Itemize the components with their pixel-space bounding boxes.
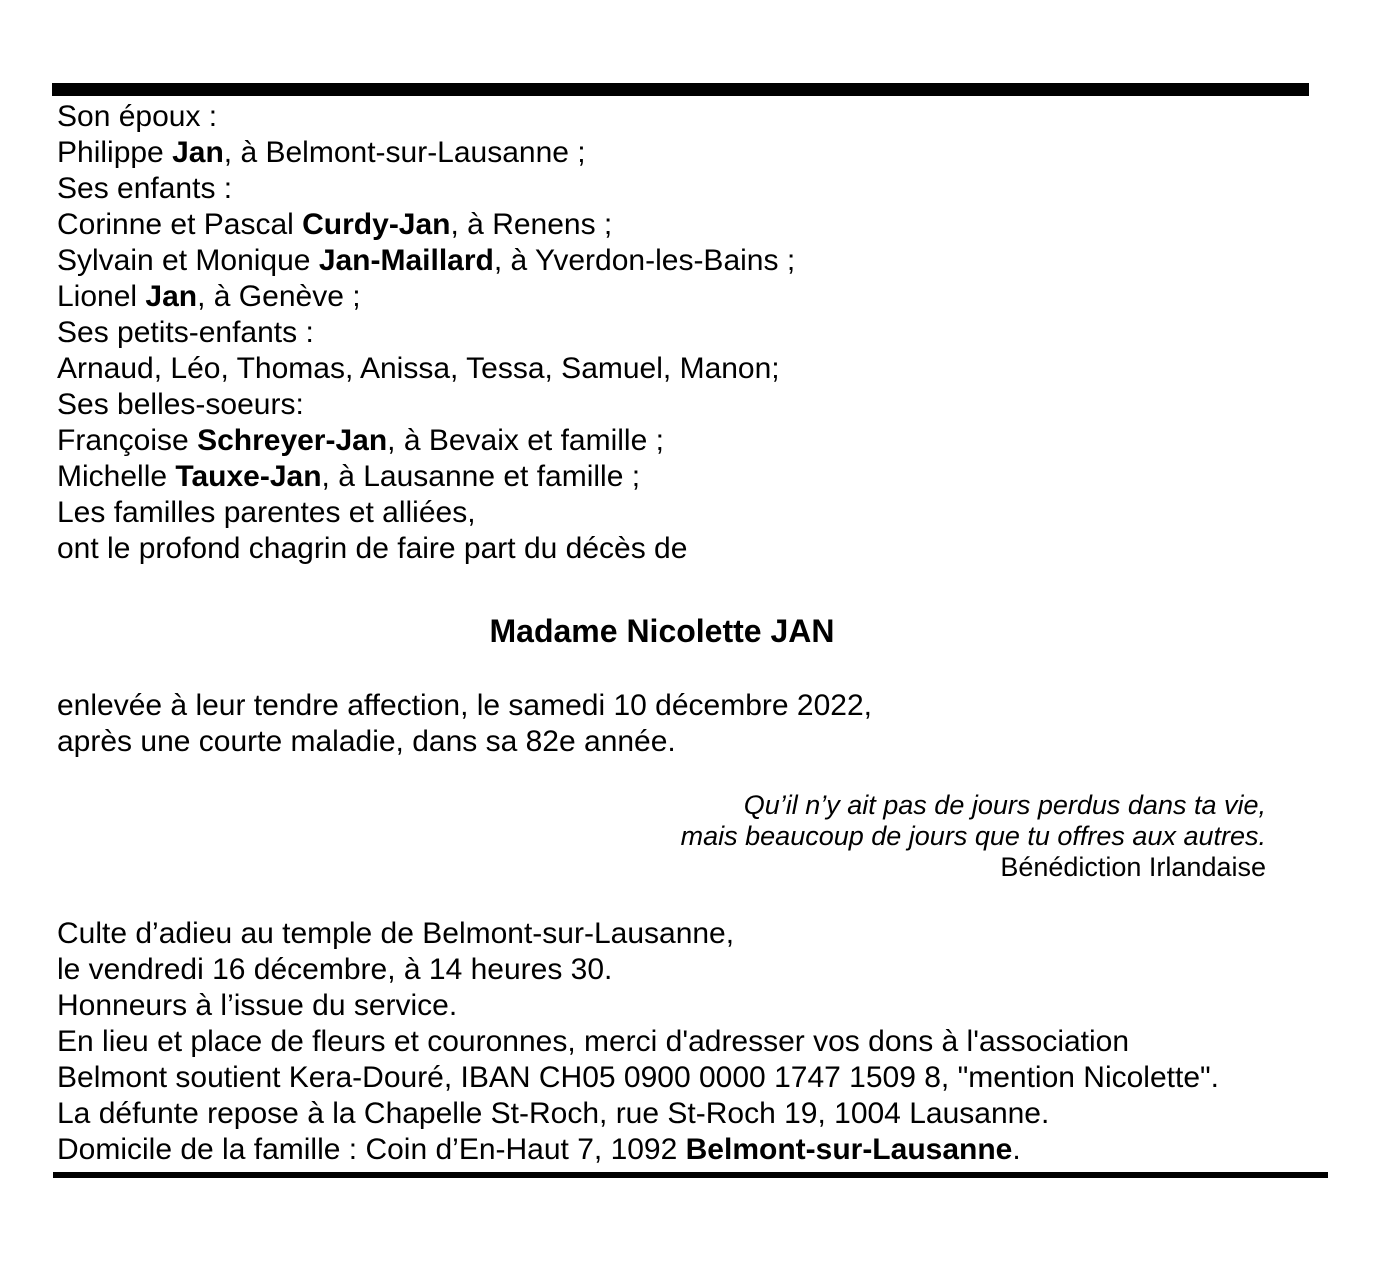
quote-block bbox=[57, 790, 1266, 883]
bottom-divider-bar bbox=[53, 1172, 1328, 1178]
text-line: Honneurs à l’issue du service. bbox=[57, 989, 458, 1022]
ceremony-details-block bbox=[57, 916, 1219, 1168]
text-line: Arnaud, Léo, Thomas, Anissa, Tessa, Samuel, Manon; bbox=[57, 352, 780, 385]
text-line: Domicile de la famille : Coin d’En-Haut 7, 1092 Belmont-sur-Lausanne. bbox=[57, 1133, 1021, 1166]
text-line: après une courte maladie, dans sa 82e année. bbox=[57, 725, 676, 758]
text-line: mais beaucoup de jours que tu offres aux autres. bbox=[680, 821, 1266, 851]
text-line: Michelle Tauxe-Jan, à Lausanne et famille ; bbox=[57, 460, 641, 493]
text-line: Belmont soutient Kera-Douré, IBAN CH05 0900 0000 1747 1509 8, "mention Nicolette". bbox=[57, 1061, 1219, 1094]
text-line: Ses petits-enfants : bbox=[57, 316, 314, 349]
text-line: Lionel Jan, à Genève ; bbox=[57, 280, 361, 313]
death-announcement-block bbox=[57, 688, 872, 760]
quote-attribution: Bénédiction Irlandaise bbox=[1000, 852, 1266, 882]
top-divider-bar bbox=[52, 83, 1309, 96]
text-line: Philippe Jan, à Belmont-sur-Lausanne ; bbox=[57, 136, 586, 169]
text-line: Ses enfants : bbox=[57, 172, 233, 205]
text-line: Sylvain et Monique Jan-Maillard, à Yverdon-les-Bains ; bbox=[57, 244, 796, 277]
text-line: le vendredi 16 décembre, à 14 heures 30. bbox=[57, 953, 613, 986]
text-line: Ses belles-soeurs: bbox=[57, 388, 304, 421]
text-line: En lieu et place de fleurs et couronnes, merci d'adresser vos dons à l'association bbox=[57, 1025, 1130, 1058]
text-line: ont le profond chagrin de faire part du décès de bbox=[57, 532, 688, 565]
family-lines-block bbox=[57, 99, 795, 567]
text-line: Culte d’adieu au temple de Belmont-sur-Lausanne, bbox=[57, 917, 735, 950]
text-line: Les familles parentes et alliées, bbox=[57, 496, 476, 529]
text-line: enlevée à leur tendre affection, le samedi 10 décembre 2022, bbox=[57, 689, 872, 722]
text-line: Corinne et Pascal Curdy-Jan, à Renens ; bbox=[57, 208, 613, 241]
text-line: La défunte repose à la Chapelle St-Roch, rue St-Roch 19, 1004 Lausanne. bbox=[57, 1097, 1050, 1130]
text-line: Son époux : bbox=[57, 100, 218, 133]
quote-lines bbox=[57, 790, 1266, 852]
text-line: Qu’il n’y ait pas de jours perdus dans ta vie, bbox=[743, 790, 1266, 820]
text-line: Françoise Schreyer-Jan, à Bevaix et famille ; bbox=[57, 424, 664, 457]
deceased-name-title: Madame Nicolette JAN bbox=[489, 613, 835, 649]
